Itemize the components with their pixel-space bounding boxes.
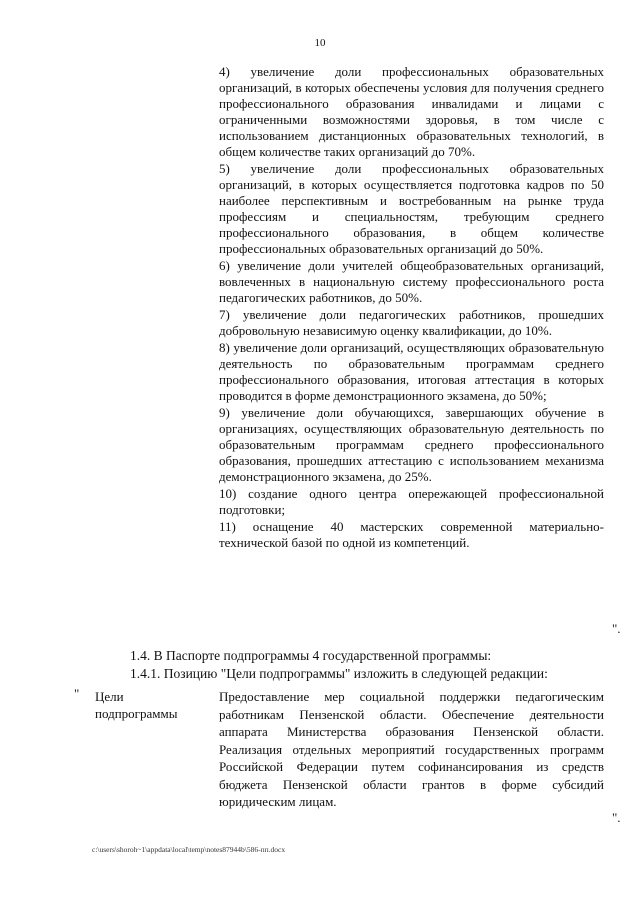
list-item: 5) увеличение доли профессиональных образовательных организаций, в которых осуществляется подготовка кадров по 50 наиболее перспективным и востребованным на рынке труда профессиям и специальностям, требующим среднего профессионального образования, в общем количестве профессиональных образовательных организаций до 50%. — [219, 161, 604, 256]
closing-quote: ". — [612, 810, 621, 825]
closing-quote: ". — [612, 621, 621, 636]
goals-text: Предоставление мер социальной поддержки педагогическим работникам Пензенской области. Обеспечение деятельности аппарата Министерства образования Пензенской области. Реализация отдельных мероприятий государственных программ Российской Федерации путем софинансирования из средств бюджета Пензенской области грантов в форме субсидий юридическим лицам. — [219, 689, 604, 809]
list-item: 6) увеличение доли учителей общеобразовательных организаций, вовлеченных в национальную систему профессионального роста педагогических работников, до 50%. — [219, 258, 604, 305]
page-number: 10 — [314, 37, 326, 49]
file-path-footer: c:\users\shoroh~1\appdata\local\temp\notes87944b\586-пп.docx — [92, 845, 286, 854]
list-item: 9) увеличение доли обучающихся, завершающих обучение в организациях, осуществляющих образовательную деятельность по образовательным программам среднего профессионального образования, прошедших аттестацию с использованием механизма демонстрационного экзамена, до 25%. — [219, 405, 604, 484]
goals-label: Цели подпрограммы — [95, 689, 178, 721]
list-item: 8) увеличение доли организаций, осуществляющих образовательную деятельность по образовательным программам среднего профессионального образования, итоговая аттестация в которых проводится в форме демонстрационного экзамена, до 50%; — [219, 340, 604, 403]
list-item: 4) увеличение доли профессиональных образовательных организаций, в которых обеспечены условия для получения среднего профессионального образования инвалидами и лицами с ограниченными возможностями здоровья, в том числе с использованием дистанционных образовательных технологий, в общем количестве таких организаций до 70%. — [219, 64, 604, 159]
opening-quote: " — [74, 686, 80, 701]
list-item: 10) создание одного центра опережающей профессиональной подготовки; — [219, 486, 604, 517]
list-item: 11) оснащение 40 мастерских современной материально-технической базой по одной из компетенций. — [219, 519, 604, 550]
amendment-item: 1.4. В Паспорте подпрограммы 4 государственной программы: — [130, 648, 492, 663]
targets-list — [219, 64, 604, 551]
list-item: 7) увеличение доли педагогических работников, прошедших добровольную независимую оценку квалификации, до 10%. — [219, 307, 604, 338]
amendment-item: 1.4.1. Позицию "Цели подпрограммы" изложить в следующей редакции: — [130, 666, 548, 681]
